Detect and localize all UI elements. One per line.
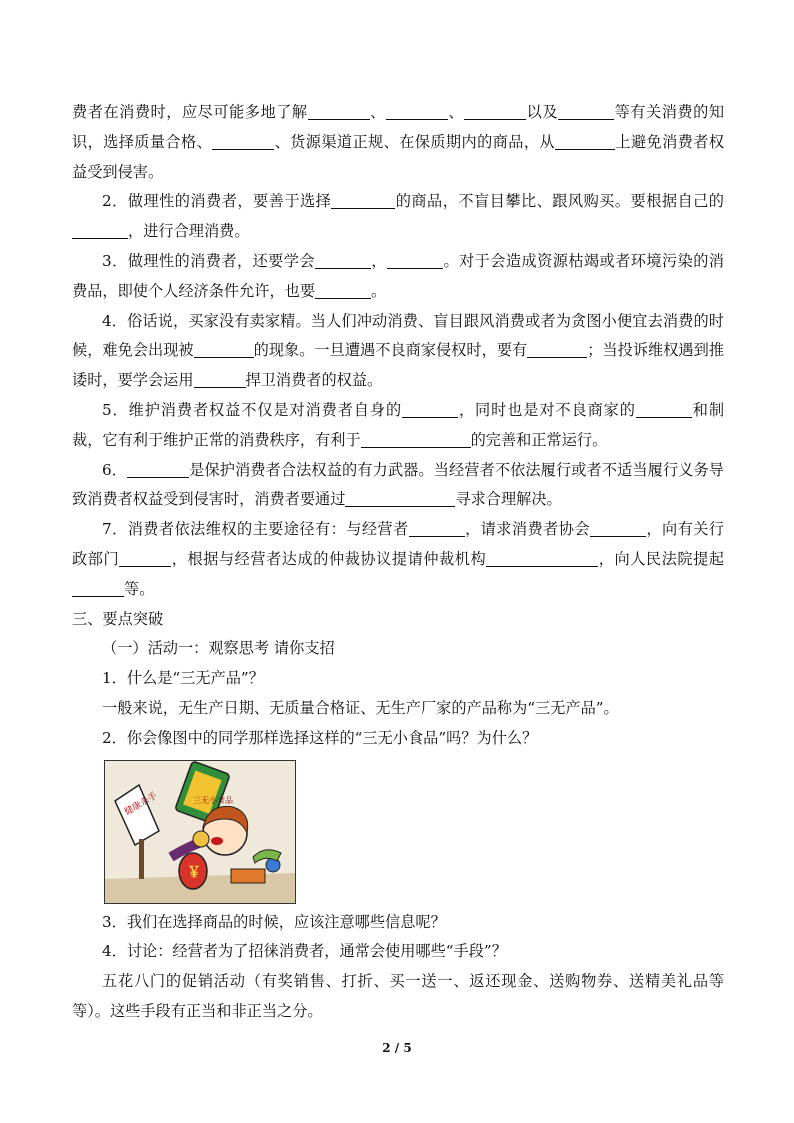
text: 以及 — [526, 103, 559, 121]
fill-blank[interactable] — [402, 402, 458, 418]
answer-4: 五花八门的促销活动（有奖销售、打折、买一送一、返还现金、送购物券、送精美礼品等等）。这些手段有正当和非正当之分。 — [72, 972, 724, 1020]
cartoon-illustration — [104, 760, 296, 904]
text: 。对于会造成资源枯竭或者环境污染的消费品，即使个人经济条件允许，也要 — [72, 251, 724, 300]
paragraph-2 — [72, 187, 724, 247]
fill-blank[interactable] — [558, 104, 614, 120]
text: ，进行合理消费。 — [128, 222, 250, 241]
question-2: 2．你会像图中的同学那样选择这样的“三无小食品”吗？为什么？ — [102, 728, 538, 747]
text: 4．俗话说，买家没有卖家精。当人们冲动消费、盲目跟风消费或者为贪图小便宜去消费的时候，难免会出现被 — [72, 311, 724, 360]
fill-blank[interactable] — [308, 104, 370, 120]
text: 2．做理性的消费者，要善于选择 — [102, 192, 332, 211]
paragraph-5 — [72, 396, 724, 456]
text: 5．维护消费者权益不仅是对消费者自身的 — [102, 400, 403, 419]
paragraph-4 — [72, 307, 724, 396]
text: 等。 — [124, 579, 155, 598]
answer-1: 一般来说，无生产日期、无质量合格证、无生产厂家的产品称为“三无产品”。 — [102, 698, 619, 717]
fill-blank[interactable] — [486, 551, 598, 567]
text: 寻求合理解决。 — [455, 490, 562, 509]
text: ，向人民法院提起 — [598, 549, 725, 568]
text: ，同时也是对不良商家的 — [458, 400, 636, 419]
text: 的现象。一旦遭遇不良商家侵权时，要有 — [253, 341, 528, 360]
activity-heading: （一）活动一：观察思考 请你支招 — [102, 639, 335, 658]
text: ，根据与经营者达成的仲裁协议提请仲裁机构 — [171, 549, 487, 568]
student-mouth — [211, 837, 223, 845]
text: ；当投诉维权遇到推诿时，要学会运用 — [72, 341, 725, 390]
fill-blank[interactable] — [315, 283, 371, 299]
text: 等有关消费的知识，选择质量合格、 — [72, 103, 725, 151]
fill-blank[interactable] — [409, 521, 465, 537]
paragraph-7 — [72, 515, 724, 604]
fill-blank[interactable] — [72, 581, 124, 597]
text: 、货源渠道正规、在保质期内的商品，从 — [274, 132, 555, 151]
fill-blank[interactable] — [194, 342, 254, 358]
text: 上避免消费者权益受到侵害。 — [72, 132, 725, 181]
fill-blank[interactable] — [345, 491, 455, 507]
fill-blank[interactable] — [555, 134, 615, 150]
text: 6． — [102, 460, 128, 479]
section-heading: 三、要点突破 — [72, 609, 164, 628]
text: 是保护消费者合法权益的有力武器。当经营者不依法履行或者不适当履行义务导致消费者权益受到侵害时，消费者要通过 — [72, 460, 724, 509]
text: ，向有关行政部门 — [72, 520, 724, 568]
fill-blank[interactable] — [527, 342, 587, 358]
text: 、 — [369, 103, 386, 121]
text: 7．消费者依法维权的主要途径有：与经营者 — [102, 520, 409, 539]
text: 。 — [371, 281, 387, 300]
page-number: 2 / 5 — [382, 1041, 412, 1055]
text: 、 — [447, 103, 465, 121]
fill-blank[interactable] — [72, 223, 128, 239]
fill-blank[interactable] — [194, 372, 246, 388]
sign-text: 健康杀手 — [122, 790, 160, 818]
fill-blank[interactable] — [464, 104, 526, 120]
fill-blank[interactable] — [315, 253, 371, 269]
cartoon-image — [105, 761, 295, 903]
paragraph-1 — [72, 98, 724, 187]
fill-blank[interactable] — [119, 551, 171, 567]
document-body — [72, 98, 724, 1027]
text: 和制裁，它有利于维护正常的消费秩序，有利于 — [72, 400, 725, 449]
fill-blank[interactable] — [636, 402, 692, 418]
text: 3．做理性的消费者，还要学会 — [102, 251, 315, 270]
fill-blank[interactable] — [212, 134, 274, 150]
question-1: 1．什么是“三无产品”？ — [102, 669, 264, 688]
fill-blank[interactable] — [361, 432, 471, 448]
question-3: 3．我们在选择商品的时候，应该注意哪些信息呢？ — [102, 912, 446, 931]
paragraph-3 — [72, 247, 724, 307]
text: 的完善和正常运行。 — [470, 430, 608, 449]
text: 的商品，不盲目攀比、跟风购买。要根据自己的 — [395, 192, 724, 211]
money-symbol: ￥ — [187, 864, 201, 881]
fill-blank[interactable] — [127, 461, 189, 477]
fill-blank[interactable] — [590, 521, 646, 537]
scattered-box — [231, 869, 265, 883]
fill-blank[interactable] — [386, 104, 448, 120]
fill-blank[interactable] — [387, 253, 443, 269]
fill-blank[interactable] — [331, 193, 395, 209]
text: ， — [371, 251, 388, 270]
question-4: 4．讨论：经营者为了招徕消费者，通常会使用哪些“手段”？ — [102, 942, 507, 961]
hand — [193, 831, 209, 847]
bag-text: 三无小食品 — [193, 795, 233, 805]
sign-pole — [139, 839, 144, 879]
paragraph-6 — [72, 456, 724, 516]
text: 捍卫消费者的权益。 — [245, 371, 383, 390]
text: ，请求消费者协会 — [464, 520, 590, 539]
text: 费者在消费时，应尽可能多地了解 — [72, 103, 308, 121]
